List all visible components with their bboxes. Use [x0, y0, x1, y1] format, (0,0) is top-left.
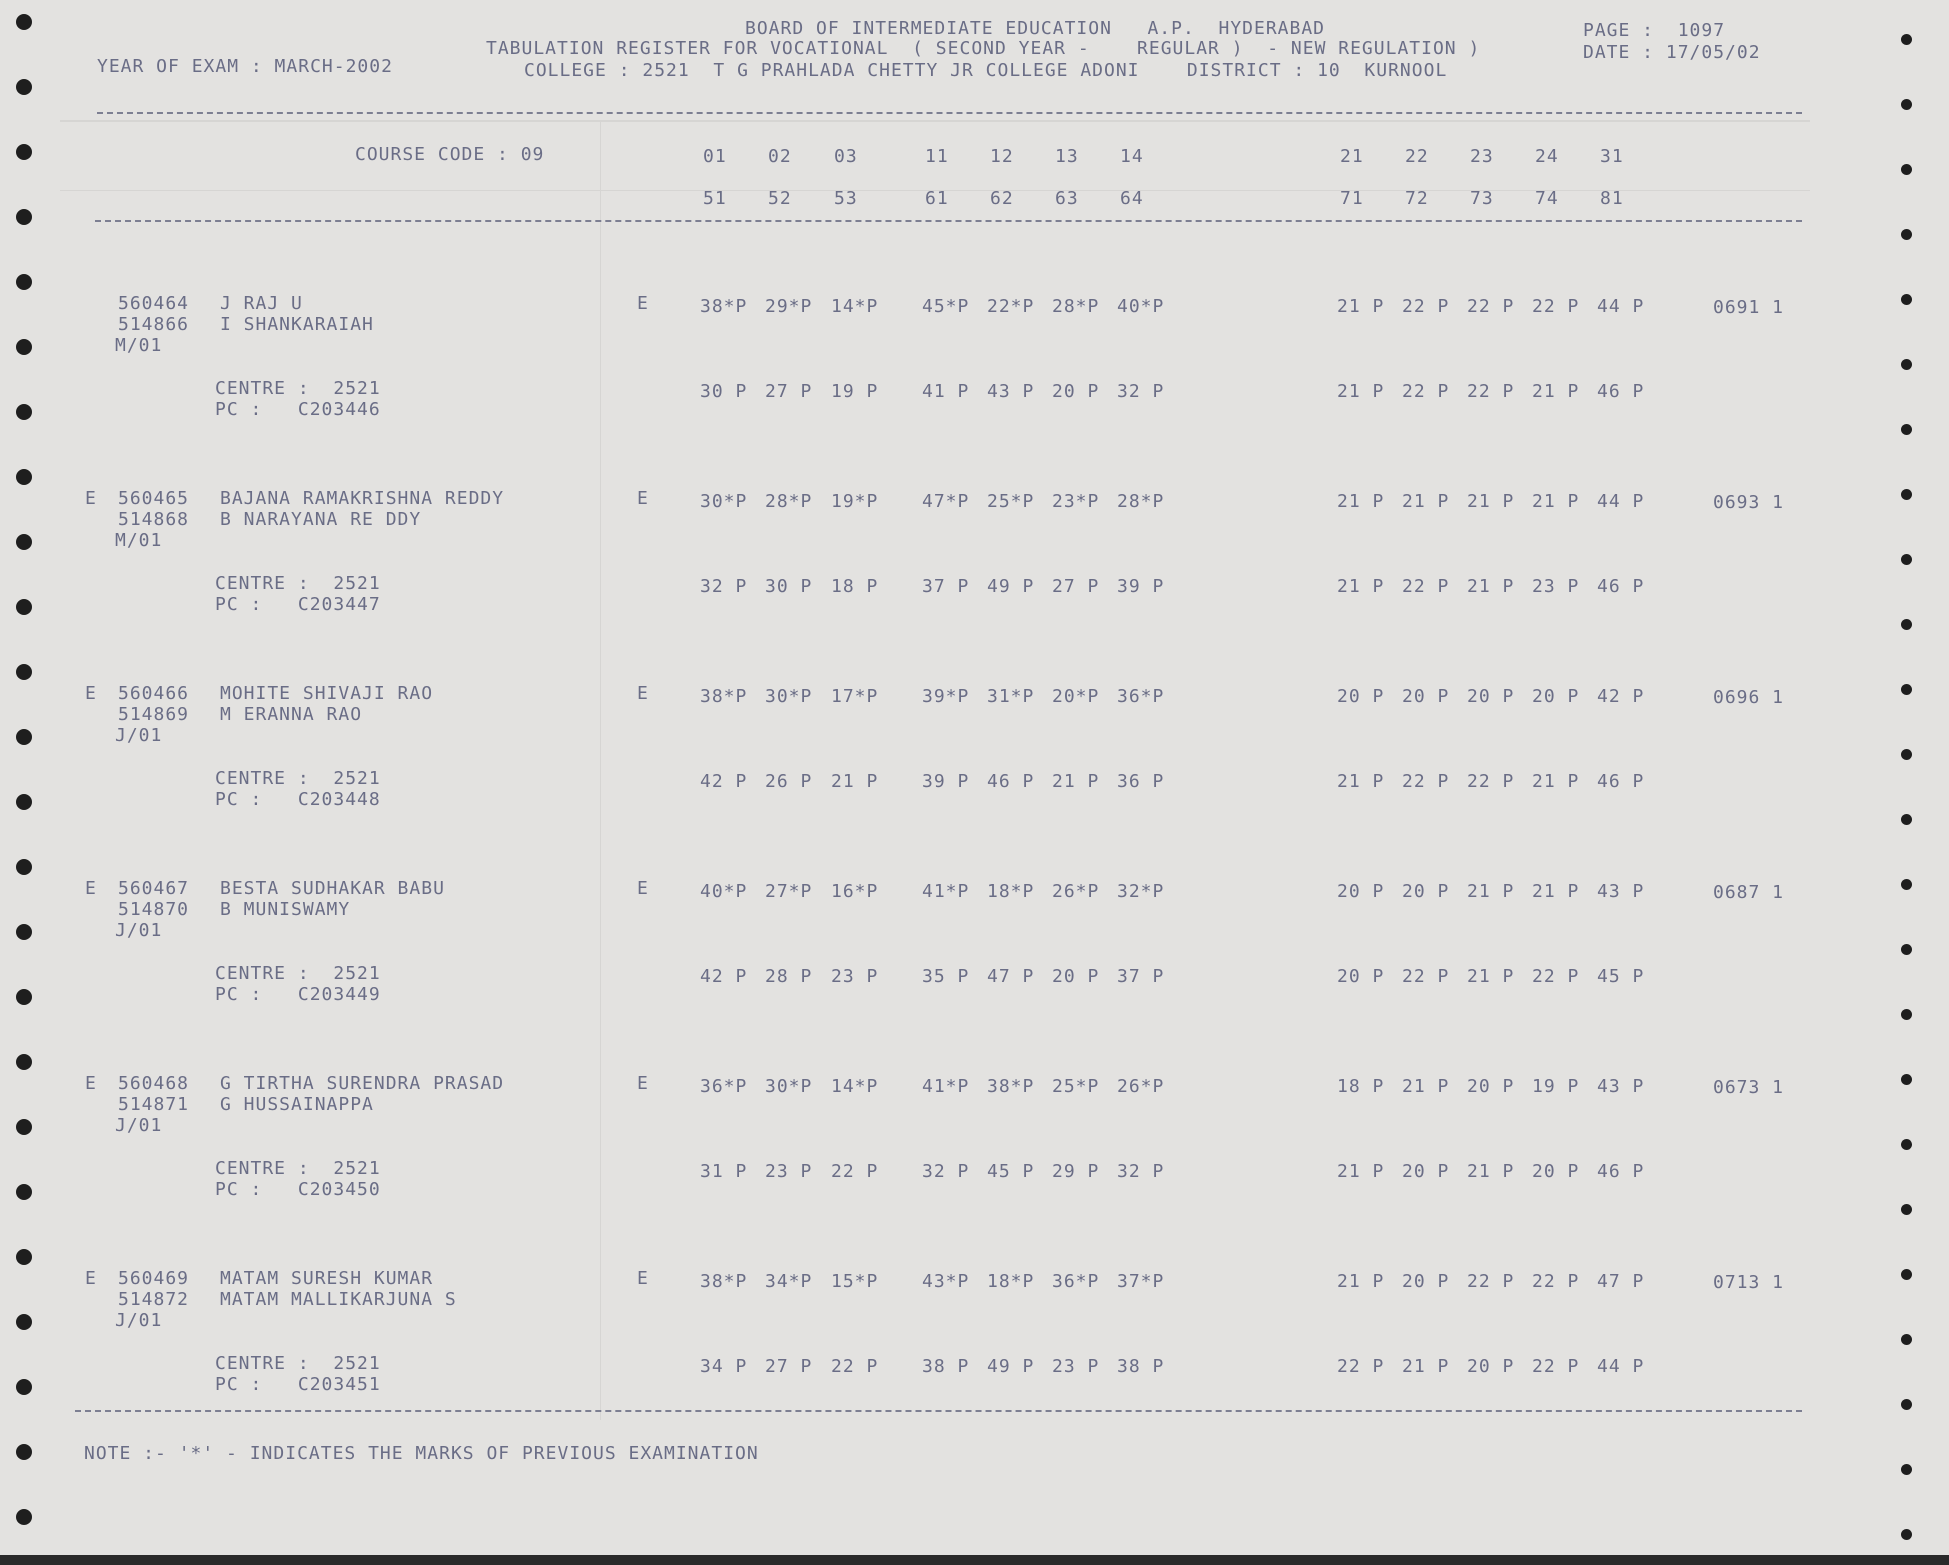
column-code: 63: [1055, 188, 1079, 209]
column-code: 11: [925, 146, 949, 167]
registration-number: 514868: [118, 509, 190, 530]
mark-cell: 36*P: [1052, 1271, 1100, 1292]
registration-number: 514871: [118, 1094, 190, 1115]
group-code: M/01: [115, 335, 163, 356]
medium: E: [637, 878, 649, 899]
mark-cell: 31*P: [987, 686, 1035, 707]
roll-number: 560467: [118, 878, 190, 899]
mark-cell: 21 P: [1337, 576, 1385, 597]
result-prefix: E: [85, 1073, 97, 1094]
course-code: COURSE CODE : 09: [355, 144, 545, 165]
board-title: BOARD OF INTERMEDIATE EDUCATION A.P. HYDERABAD: [745, 18, 1326, 39]
tractor-hole: [1901, 164, 1912, 175]
mark-cell: 20 P: [1467, 686, 1515, 707]
mark-cell: 21 P: [1467, 966, 1515, 987]
mark-cell: 20 P: [1402, 1161, 1450, 1182]
mark-cell: 20 P: [1467, 1356, 1515, 1377]
result-prefix: E: [85, 683, 97, 704]
mark-cell: 36 P: [1117, 771, 1165, 792]
mark-cell: 20 P: [1052, 381, 1100, 402]
mark-cell: 43 P: [1597, 1076, 1645, 1097]
column-code: 53: [834, 188, 858, 209]
medium: E: [637, 683, 649, 704]
student-record: [0, 878, 1949, 1068]
mark-cell: 35 P: [922, 966, 970, 987]
page-number: PAGE : 1097: [1583, 20, 1726, 41]
student-name: MOHITE SHIVAJI RAO: [220, 683, 434, 704]
mark-cell: 21 P: [1052, 771, 1100, 792]
mark-cell: 37 P: [1117, 966, 1165, 987]
mark-cell: 34*P: [765, 1271, 813, 1292]
mark-cell: 29 P: [1052, 1161, 1100, 1182]
mark-cell: 38*P: [700, 296, 748, 317]
mark-cell: 21 P: [1337, 491, 1385, 512]
student-name: BESTA SUDHAKAR BABU: [220, 878, 445, 899]
mark-cell: 18 P: [1337, 1076, 1385, 1097]
mark-cell: 22 P: [1402, 296, 1450, 317]
mark-cell: 20 P: [1402, 1271, 1450, 1292]
pc-number: PC : C203448: [215, 789, 381, 810]
mark-cell: 30*P: [765, 686, 813, 707]
student-name: MATAM SURESH KUMAR: [220, 1268, 434, 1289]
group-code: J/01: [115, 1310, 163, 1331]
medium: E: [637, 293, 649, 314]
pc-number: PC : C203451: [215, 1374, 381, 1395]
group-code: M/01: [115, 530, 163, 551]
student-record: [0, 293, 1949, 483]
mark-cell: 38*P: [700, 686, 748, 707]
mark-cell: 28*P: [1052, 296, 1100, 317]
mark-cell: 49 P: [987, 1356, 1035, 1377]
father-name: I SHANKARAIAH: [220, 314, 374, 335]
registration-number: 514870: [118, 899, 190, 920]
mark-cell: 42 P: [700, 966, 748, 987]
mark-cell: 22 P: [1467, 771, 1515, 792]
mark-cell: 29*P: [765, 296, 813, 317]
mark-cell: 18*P: [987, 1271, 1035, 1292]
tractor-hole: [1901, 34, 1912, 45]
mark-cell: 20 P: [1337, 686, 1385, 707]
mark-cell: 27*P: [765, 881, 813, 902]
mark-cell: 41 P: [922, 381, 970, 402]
mark-cell: 21 P: [1467, 881, 1515, 902]
mark-cell: 41*P: [922, 881, 970, 902]
pc-number: PC : C203447: [215, 594, 381, 615]
mark-cell: 22 P: [1402, 576, 1450, 597]
mark-cell: 22 P: [1532, 1356, 1580, 1377]
column-code: 74: [1535, 188, 1559, 209]
mark-cell: 22 P: [831, 1161, 879, 1182]
pc-number: PC : C203449: [215, 984, 381, 1005]
student-record: [0, 488, 1949, 678]
column-code: 64: [1120, 188, 1144, 209]
grand-total: 0713 1: [1713, 1272, 1785, 1293]
medium: E: [637, 1268, 649, 1289]
mark-cell: 21 P: [1337, 1271, 1385, 1292]
centre-code: CENTRE : 2521: [215, 1353, 381, 1374]
mark-cell: 46 P: [1597, 576, 1645, 597]
centre-code: CENTRE : 2521: [215, 768, 381, 789]
mark-cell: 20 P: [1337, 881, 1385, 902]
mark-cell: 23 P: [765, 1161, 813, 1182]
mark-cell: 16*P: [831, 881, 879, 902]
student-record: [0, 683, 1949, 873]
medium: E: [637, 1073, 649, 1094]
mark-cell: 21 P: [1532, 881, 1580, 902]
mark-cell: 45*P: [922, 296, 970, 317]
tractor-hole: [1901, 229, 1912, 240]
mark-cell: 22 P: [1467, 296, 1515, 317]
mark-cell: 36*P: [1117, 686, 1165, 707]
year-of-exam: YEAR OF EXAM : MARCH-2002: [97, 56, 393, 77]
mark-cell: 15*P: [831, 1271, 879, 1292]
column-code: 21: [1340, 146, 1364, 167]
mark-cell: 30 P: [700, 381, 748, 402]
result-prefix: E: [85, 1268, 97, 1289]
mark-cell: 18*P: [987, 881, 1035, 902]
mark-cell: 14*P: [831, 296, 879, 317]
mark-cell: 22 P: [1467, 1271, 1515, 1292]
roll-number: 560465: [118, 488, 190, 509]
pc-number: PC : C203446: [215, 399, 381, 420]
print-date: DATE : 17/05/02: [1583, 42, 1761, 63]
mark-cell: 20 P: [1402, 686, 1450, 707]
college-line: COLLEGE : 2521 T G PRAHLADA CHETTY JR COLLEGE ADONI DISTRICT : 10 KURNOOL: [524, 60, 1448, 81]
mark-cell: 32 P: [922, 1161, 970, 1182]
mark-cell: 42 P: [1597, 686, 1645, 707]
column-code: 14: [1120, 146, 1144, 167]
mark-cell: 25*P: [987, 491, 1035, 512]
column-code: 71: [1340, 188, 1364, 209]
mark-cell: 28*P: [765, 491, 813, 512]
mark-cell: 22 P: [1532, 1271, 1580, 1292]
group-code: J/01: [115, 725, 163, 746]
father-name: G HUSSAINAPPA: [220, 1094, 374, 1115]
footer-rule: [75, 1410, 1802, 1412]
student-name: BAJANA RAMAKRISHNA REDDY: [220, 488, 505, 509]
mark-cell: 43*P: [922, 1271, 970, 1292]
mark-cell: 41*P: [922, 1076, 970, 1097]
column-code: 51: [703, 188, 727, 209]
registration-number: 514869: [118, 704, 190, 725]
column-code: 12: [990, 146, 1014, 167]
mark-cell: 19*P: [831, 491, 879, 512]
mark-cell: 21 P: [1402, 1356, 1450, 1377]
mark-cell: 28*P: [1117, 491, 1165, 512]
mark-cell: 32 P: [1117, 381, 1165, 402]
centre-code: CENTRE : 2521: [215, 573, 381, 594]
column-code: 03: [834, 146, 858, 167]
mark-cell: 21 P: [1337, 296, 1385, 317]
mark-cell: 21 P: [1532, 381, 1580, 402]
tractor-hole: [1901, 1529, 1912, 1540]
mark-cell: 17*P: [831, 686, 879, 707]
header-rule-top: [97, 112, 1802, 114]
mark-cell: 45 P: [1597, 966, 1645, 987]
mark-cell: 49 P: [987, 576, 1035, 597]
mark-cell: 47*P: [922, 491, 970, 512]
mark-cell: 38*P: [700, 1271, 748, 1292]
mark-cell: 22 P: [831, 1356, 879, 1377]
mark-cell: 21 P: [1402, 1076, 1450, 1097]
tractor-hole: [1901, 99, 1912, 110]
mark-cell: 22*P: [987, 296, 1035, 317]
mark-cell: 38*P: [987, 1076, 1035, 1097]
pc-number: PC : C203450: [215, 1179, 381, 1200]
mark-cell: 23 P: [831, 966, 879, 987]
mark-cell: 47 P: [987, 966, 1035, 987]
tractor-hole: [16, 79, 32, 95]
mark-cell: 20 P: [1402, 881, 1450, 902]
mark-cell: 21 P: [1337, 381, 1385, 402]
column-code: 01: [703, 146, 727, 167]
centre-code: CENTRE : 2521: [215, 378, 381, 399]
mark-cell: 26*P: [1117, 1076, 1165, 1097]
mark-cell: 32 P: [700, 576, 748, 597]
column-code: 23: [1470, 146, 1494, 167]
student-record: [0, 1073, 1949, 1263]
mark-cell: 39 P: [922, 771, 970, 792]
registration-number: 514866: [118, 314, 190, 335]
mark-cell: 19 P: [831, 381, 879, 402]
group-code: J/01: [115, 920, 163, 941]
mark-cell: 21 P: [1532, 491, 1580, 512]
mark-cell: 27 P: [765, 1356, 813, 1377]
column-code: 72: [1405, 188, 1429, 209]
column-code: 13: [1055, 146, 1079, 167]
grand-total: 0693 1: [1713, 492, 1785, 513]
column-code: 62: [990, 188, 1014, 209]
mark-cell: 38 P: [922, 1356, 970, 1377]
column-code: 31: [1600, 146, 1624, 167]
mark-cell: 42 P: [700, 771, 748, 792]
tractor-hole: [1901, 1464, 1912, 1475]
mark-cell: 21 P: [1467, 491, 1515, 512]
mark-cell: 43 P: [1597, 881, 1645, 902]
mark-cell: 30*P: [765, 1076, 813, 1097]
student-name: J RAJ U: [220, 293, 303, 314]
register-title: TABULATION REGISTER FOR VOCATIONAL ( SECOND YEAR - REGULAR ) - NEW REGULATION ): [486, 38, 1481, 59]
tractor-hole: [16, 209, 32, 225]
mark-cell: 27 P: [765, 381, 813, 402]
tractor-hole: [16, 1509, 32, 1525]
mark-cell: 37 P: [922, 576, 970, 597]
mark-cell: 30*P: [700, 491, 748, 512]
result-prefix: E: [85, 488, 97, 509]
student-record: [0, 1268, 1949, 1458]
mark-cell: 22 P: [1337, 1356, 1385, 1377]
mark-cell: 34 P: [700, 1356, 748, 1377]
mark-cell: 46 P: [1597, 1161, 1645, 1182]
mark-cell: 43 P: [987, 381, 1035, 402]
mark-cell: 31 P: [700, 1161, 748, 1182]
mark-cell: 21 P: [1337, 1161, 1385, 1182]
father-name: M ERANNA RAO: [220, 704, 363, 725]
mark-cell: 40*P: [700, 881, 748, 902]
mark-cell: 23 P: [1052, 1356, 1100, 1377]
mark-cell: 18 P: [831, 576, 879, 597]
mark-cell: 23 P: [1532, 576, 1580, 597]
mark-cell: 32 P: [1117, 1161, 1165, 1182]
registration-number: 514872: [118, 1289, 190, 1310]
mark-cell: 20*P: [1052, 686, 1100, 707]
roll-number: 560468: [118, 1073, 190, 1094]
column-code: 02: [768, 146, 792, 167]
mark-cell: 21 P: [1467, 1161, 1515, 1182]
mark-cell: 39 P: [1117, 576, 1165, 597]
tractor-hole: [16, 274, 32, 290]
mark-cell: 25*P: [1052, 1076, 1100, 1097]
mark-cell: 22 P: [1402, 966, 1450, 987]
header-rule-bottom: [95, 220, 1802, 222]
mark-cell: 21 P: [1402, 491, 1450, 512]
mark-cell: 20 P: [1337, 966, 1385, 987]
mark-cell: 46 P: [1597, 771, 1645, 792]
column-code: 22: [1405, 146, 1429, 167]
mark-cell: 22 P: [1532, 296, 1580, 317]
grand-total: 0687 1: [1713, 882, 1785, 903]
father-name: MATAM MALLIKARJUNA S: [220, 1289, 457, 1310]
mark-cell: 19 P: [1532, 1076, 1580, 1097]
mark-cell: 26*P: [1052, 881, 1100, 902]
mark-cell: 44 P: [1597, 491, 1645, 512]
father-name: B NARAYANA RE DDY: [220, 509, 422, 530]
mark-cell: 46 P: [1597, 381, 1645, 402]
medium: E: [637, 488, 649, 509]
mark-cell: 28 P: [765, 966, 813, 987]
mark-cell: 21 P: [831, 771, 879, 792]
mark-cell: 22 P: [1402, 381, 1450, 402]
mark-cell: 14*P: [831, 1076, 879, 1097]
mark-cell: 40*P: [1117, 296, 1165, 317]
mark-cell: 26 P: [765, 771, 813, 792]
centre-code: CENTRE : 2521: [215, 1158, 381, 1179]
grand-total: 0691 1: [1713, 297, 1785, 318]
mark-cell: 20 P: [1467, 1076, 1515, 1097]
mark-cell: 22 P: [1467, 381, 1515, 402]
group-code: J/01: [115, 1115, 163, 1136]
mark-cell: 21 P: [1337, 771, 1385, 792]
student-name: G TIRTHA SURENDRA PRASAD: [220, 1073, 505, 1094]
mark-cell: 20 P: [1052, 966, 1100, 987]
mark-cell: 47 P: [1597, 1271, 1645, 1292]
father-name: B MUNISWAMY: [220, 899, 351, 920]
mark-cell: 23*P: [1052, 491, 1100, 512]
mark-cell: 38 P: [1117, 1356, 1165, 1377]
note-text: NOTE :- '*' - INDICATES THE MARKS OF PREVIOUS EXAMINATION: [84, 1443, 759, 1464]
mark-cell: 20 P: [1532, 686, 1580, 707]
mark-cell: 39*P: [922, 686, 970, 707]
tractor-hole: [16, 14, 32, 30]
mark-cell: 20 P: [1532, 1161, 1580, 1182]
mark-cell: 36*P: [700, 1076, 748, 1097]
mark-cell: 22 P: [1402, 771, 1450, 792]
column-code: 81: [1600, 188, 1624, 209]
grand-total: 0673 1: [1713, 1077, 1785, 1098]
mark-cell: 22 P: [1532, 966, 1580, 987]
mark-cell: 44 P: [1597, 296, 1645, 317]
roll-number: 560464: [118, 293, 190, 314]
roll-number: 560469: [118, 1268, 190, 1289]
mark-cell: 21 P: [1467, 576, 1515, 597]
mark-cell: 27 P: [1052, 576, 1100, 597]
centre-code: CENTRE : 2521: [215, 963, 381, 984]
tractor-hole: [16, 144, 32, 160]
mark-cell: 21 P: [1532, 771, 1580, 792]
column-code: 52: [768, 188, 792, 209]
column-code: 61: [925, 188, 949, 209]
roll-number: 560466: [118, 683, 190, 704]
mark-cell: 30 P: [765, 576, 813, 597]
mark-cell: 45 P: [987, 1161, 1035, 1182]
grand-total: 0696 1: [1713, 687, 1785, 708]
result-prefix: E: [85, 878, 97, 899]
mark-cell: 46 P: [987, 771, 1035, 792]
mark-cell: 32*P: [1117, 881, 1165, 902]
column-code: 24: [1535, 146, 1559, 167]
column-code: 73: [1470, 188, 1494, 209]
mark-cell: 37*P: [1117, 1271, 1165, 1292]
mark-cell: 44 P: [1597, 1356, 1645, 1377]
